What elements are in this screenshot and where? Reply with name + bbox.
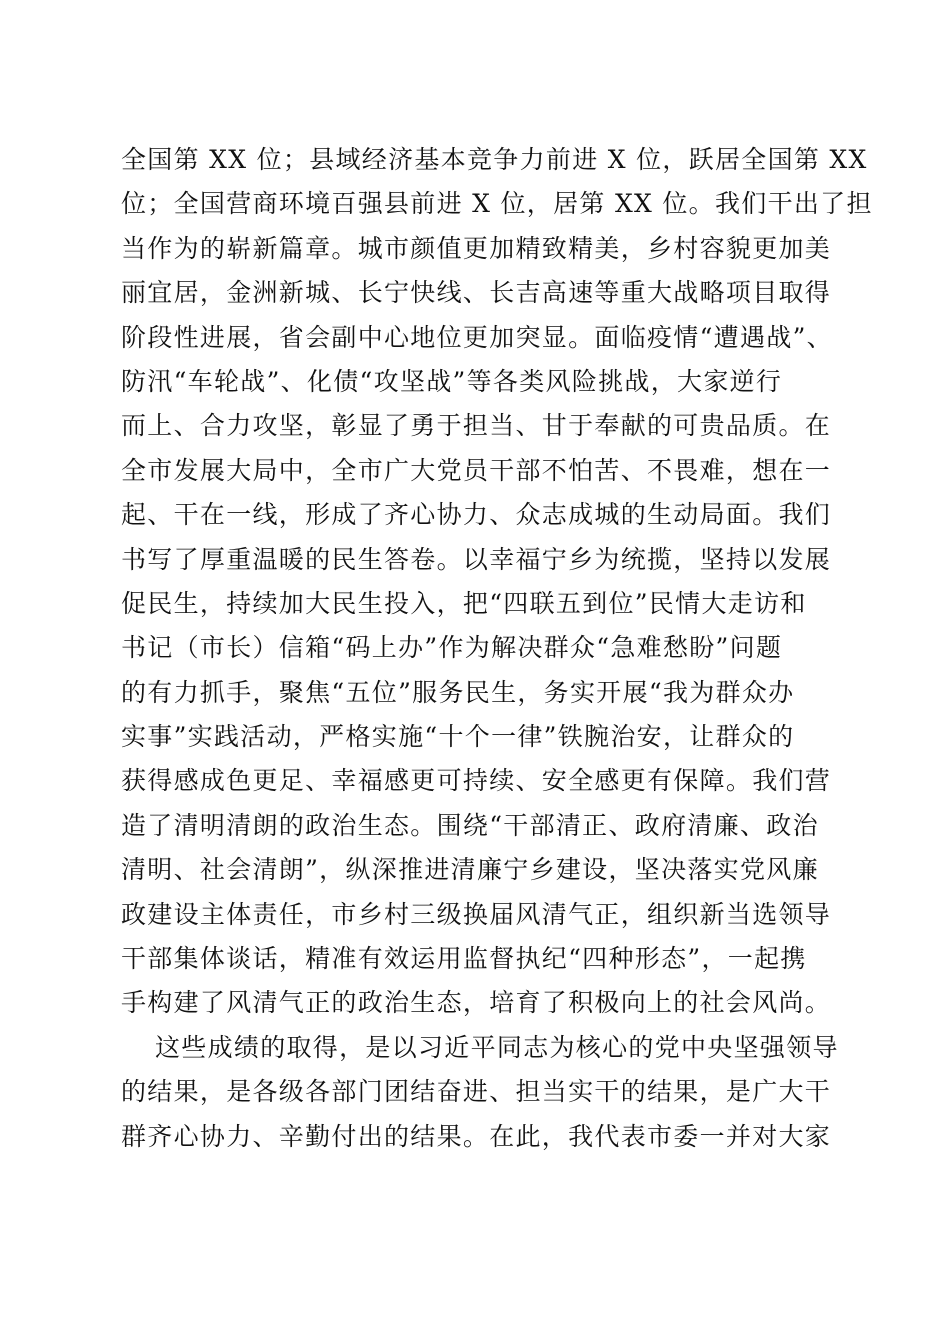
body-text (121, 138, 873, 1159)
text-line: 政建设主体责任，市乡村三级换届风清气正，组织新当选领导 (121, 899, 832, 929)
text-line: 群齐心协力、辛勤付出的结果。在此，我代表市委一并对大家 (121, 1121, 832, 1151)
paragraph-acknowledgement (121, 1026, 861, 1159)
text-line: 位；全国营商环境百强县前进 X 位，居第 XX 位。我们干出了担 (121, 189, 873, 219)
text-line: 获得感成色更足、幸福感更可持续、安全感更有保障。我们营 (121, 766, 832, 796)
text-line: 全市发展大局中，全市广大党员干部不怕苦、不畏难，想在一 (121, 455, 832, 485)
text-line: 起、干在一线，形成了齐心协力、众志成城的生动局面。我们 (121, 500, 832, 530)
text-line: 当作为的崭新篇章。城市颜值更加精致精美，乡村容貌更加美 (121, 233, 832, 263)
paragraph-achievements (121, 138, 873, 1026)
text-line: 阶段性进展，省会副中心地位更加突显。面临疫情“遭遇战”、 (121, 322, 833, 352)
text-line: 全国第 XX 位；县域经济基本竞争力前进 X 位，跃居全国第 XX (121, 145, 868, 174)
text-line: 实事”实践活动，严格实施“十个一律”铁腕治安，让群众的 (121, 722, 795, 752)
text-line: 促民生，持续加大民生投入，把“四联五到位”民情大走访和 (121, 588, 807, 618)
text-line: 造了清明清朗的政治生态。围绕“干部清正、政府清廉、政治 (121, 810, 819, 840)
text-line: 的结果，是各级各部门团结奋进、担当实干的结果，是广大干 (121, 1077, 832, 1107)
text-line: 清明、社会清朗”，纵深推进清廉宁乡建设，坚决落实党风廉 (121, 855, 819, 885)
text-line: 书记（市长）信箱“码上办”作为解决群众“急难愁盼”问题 (121, 633, 783, 663)
text-line: 书写了厚重温暖的民生答卷。以幸福宁乡为统揽，坚持以发展 (121, 544, 832, 574)
text-line: 而上、合力攻坚，彰显了勇于担当、甘于奉献的可贵品质。在 (121, 411, 832, 441)
text-line: 手构建了风清气正的政治生态，培育了积极向上的社会风尚。 (121, 988, 832, 1018)
text-line: 丽宜居，金洲新城、长宁快线、长吉高速等重大战略项目取得 (121, 278, 832, 308)
text-line-indented: 这些成绩的取得，是以习近平同志为核心的党中央坚强领导 (155, 1032, 839, 1062)
text-line: 防汛“车轮战”、化债“攻坚战”等各类风险挑战，大家逆行 (121, 366, 783, 396)
text-line: 的有力抓手，聚焦“五位”服务民生，务实开展“我为群众办 (121, 677, 795, 707)
text-line: 干部集体谈话，精准有效运用监督执纪“四种形态”，一起携 (121, 944, 807, 974)
